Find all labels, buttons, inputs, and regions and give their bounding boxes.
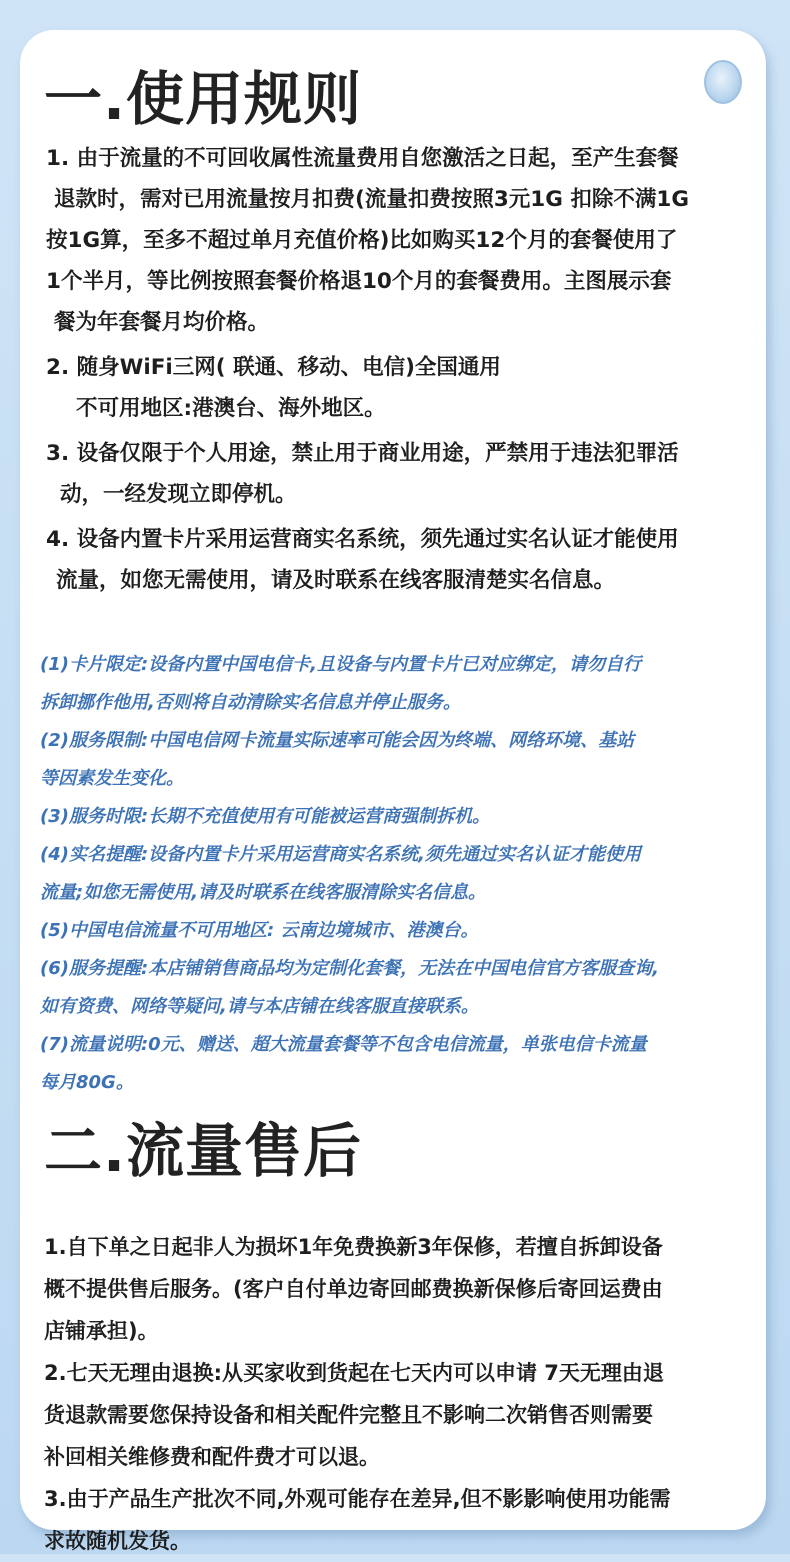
note-line: (5)中国电信流量不可用地区: 云南边境城市、港澳台。 <box>40 920 479 941</box>
after-sales-list <box>44 1226 764 1562</box>
note-line: 拆卸挪作他用,否则将自动清除实名信息并停止服务。 <box>40 692 461 713</box>
note-line: (2)服务限制:中国电信网卡流量实际速率可能会因为终端、网络环境、基站 <box>40 730 635 751</box>
after-sales-item <box>44 1352 764 1478</box>
section-title-after-sales: 二.流量售后 <box>44 1117 363 1185</box>
after-sales-item <box>44 1226 764 1352</box>
note-line: 每月80G。 <box>40 1072 134 1093</box>
note-line: 如有资费、网络等疑问,请与本店铺在线客服直接联系。 <box>40 996 479 1017</box>
note-item <box>40 798 760 836</box>
rules-card <box>20 30 766 1553</box>
rule-item <box>46 433 756 515</box>
after-sales-line: 店铺承担)。 <box>44 1319 159 1343</box>
note-line: (6)服务提醒:本店铺销售商品均为定制化套餐，无法在中国电信官方客服查询, <box>40 958 660 979</box>
after-sales-line: 3.由于产品生产批次不同,外观可能存在差异,但不影影响使用功能需 <box>44 1487 671 1511</box>
after-sales-item <box>44 1478 764 1562</box>
after-sales-line: 2.七天无理由退换:从买家收到货起在七天内可以申请 7天无理由退 <box>44 1361 664 1385</box>
note-item <box>40 646 760 722</box>
rule-line: 1. 由于流量的不可回收属性流量费用自您激活之日起，至产生套餐 <box>46 146 679 171</box>
note-item <box>40 722 760 798</box>
note-item <box>40 912 760 950</box>
note-item <box>40 1026 760 1102</box>
rule-line: 2. 随身WiFi三网( 联通、移动、电信)全国通用 <box>46 355 501 380</box>
service-notes-list <box>40 646 760 1102</box>
rule-line: 4. 设备内置卡片采用运营商实名系统，须先通过实名认证才能使用 <box>46 527 679 552</box>
note-line: 流量;如您无需使用,请及时联系在线客服清除实名信息。 <box>40 882 487 903</box>
after-sales-line: 货退款需要您保持设备和相关配件完整且不影响二次销售否则需要 <box>44 1403 653 1427</box>
section-title-usage-rules: 一.使用规则 <box>44 65 363 133</box>
after-sales-line: 补回相关维修费和配件费才可以退。 <box>44 1445 380 1469</box>
note-item <box>40 836 760 912</box>
rule-item <box>46 347 756 429</box>
rule-item <box>46 519 756 601</box>
note-item <box>40 950 760 1026</box>
note-line: (7)流量说明:0元、赠送、超大流量套餐等不包含电信流量，单张电信卡流量 <box>40 1034 647 1055</box>
rule-line: 按1G算，至多不超过单月充值价格)比如购买12个月的套餐使用了 <box>46 228 678 253</box>
rule-line: 3. 设备仅限于个人用途，禁止用于商业用途，严禁用于违法犯罪活 <box>46 441 679 466</box>
rule-line: 退款时，需对已用流量按月扣费(流量扣费按照3元1G 扣除不满1G <box>54 187 689 212</box>
rule-line: 不可用地区:港澳台、海外地区。 <box>76 396 386 421</box>
after-sales-line: 求故随机发货。 <box>44 1529 191 1553</box>
rule-line: 流量，如您无需使用，请及时联系在线客服清楚实名信息。 <box>56 568 616 593</box>
note-line: (1)卡片限定:设备内置中国电信卡,且设备与内置卡片已对应绑定，请勿自行 <box>40 654 642 675</box>
after-sales-line: 概不提供售后服务。(客户自付单边寄回邮费换新保修后寄回运费由 <box>44 1277 663 1301</box>
hang-hole-icon <box>704 60 742 104</box>
rule-line: 餐为年套餐月均价格。 <box>54 310 270 335</box>
note-line: 等因素发生变化。 <box>40 768 184 789</box>
rule-item <box>46 138 756 343</box>
note-line: (3)服务时限:长期不充值使用有可能被运营商强制拆机。 <box>40 806 491 827</box>
after-sales-line: 1.自下单之日起非人为损坏1年免费换新3年保修，若擅自拆卸设备 <box>44 1235 663 1259</box>
usage-rules-list <box>46 138 756 605</box>
note-line: (4)实名提醒:设备内置卡片采用运营商实名系统,须先通过实名认证才能使用 <box>40 844 642 865</box>
rule-line: 1个半月，等比例按照套餐价格退10个月的套餐费用。主图展示套 <box>46 269 672 294</box>
rule-line: 动，一经发现立即停机。 <box>60 482 297 507</box>
